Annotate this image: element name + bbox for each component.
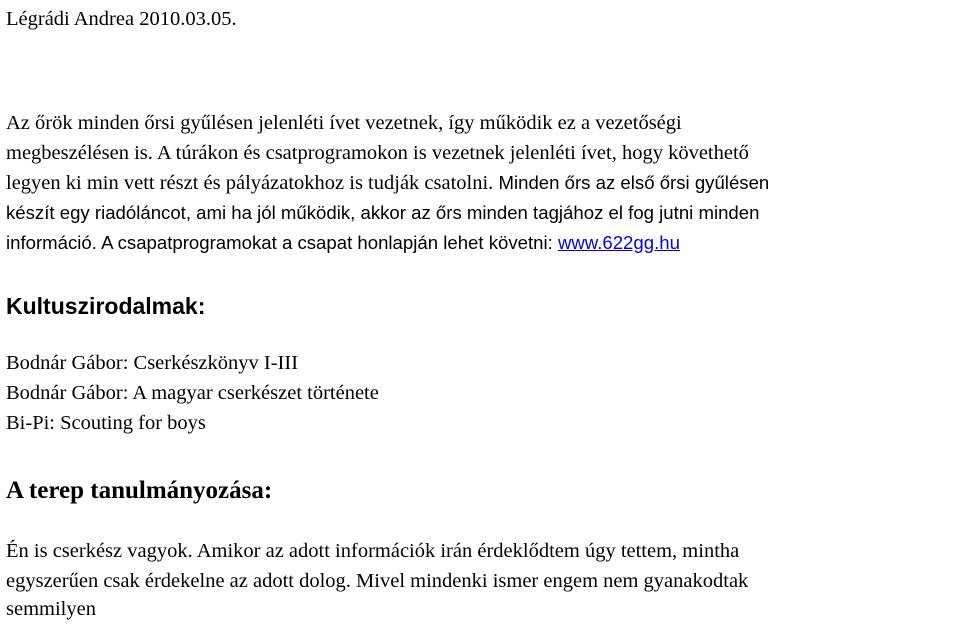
kultusz-item-1: Bodnár Gábor: Cserkészkönyv I-III bbox=[6, 352, 299, 374]
terep-line-2: egyszerűen csak érdekelne az adott dolog. Mivel mindenki ismer engem nem gyanakodtak bbox=[6, 570, 749, 592]
intro-line-3 bbox=[6, 168, 769, 198]
kultusz-item-2: Bodnár Gábor: A magyar cserkészet története bbox=[6, 382, 379, 404]
intro-line-3-sans: Minden őrs az első őrsi gyűlésen bbox=[493, 172, 770, 193]
kultusz-heading: Kultuszirodalmak: bbox=[6, 293, 206, 319]
intro-line-4: készít egy riadóláncot, ami ha jól működik, akkor az őrs minden tagjához el fog jutni minden bbox=[6, 202, 760, 223]
intro-line-5 bbox=[6, 228, 680, 258]
intro-line-2: megbeszélésen is. A túrákon és csatprogramokon is vezetnek jelenléti ívet, hogy követhető bbox=[6, 142, 749, 164]
intro-line-3-serif: legyen ki min vett részt és pályázatokhoz is tudják csatolni. bbox=[6, 172, 494, 194]
terep-line-3: semmilyen bbox=[6, 598, 96, 620]
kultusz-item-3: Bi-Pi: Scouting for boys bbox=[6, 412, 206, 434]
terep-heading: A terep tanulmányozása: bbox=[6, 477, 273, 504]
website-link[interactable]: www.622gg.hu bbox=[557, 232, 680, 253]
terep-line-1: Én is cserkész vagyok. Amikor az adott információk irán érdeklődtem úgy tettem, mintha bbox=[6, 540, 740, 562]
intro-line-5-text: információ. A csapatprogramokat a csapat honlapján lehet követni: bbox=[6, 232, 558, 253]
intro-line-1: Az őrök minden őrsi gyűlésen jelenléti ívet vezetnek, így működik ez a vezetőségi bbox=[6, 112, 682, 134]
author-date-line: Légrádi Andrea 2010.03.05. bbox=[6, 8, 237, 30]
